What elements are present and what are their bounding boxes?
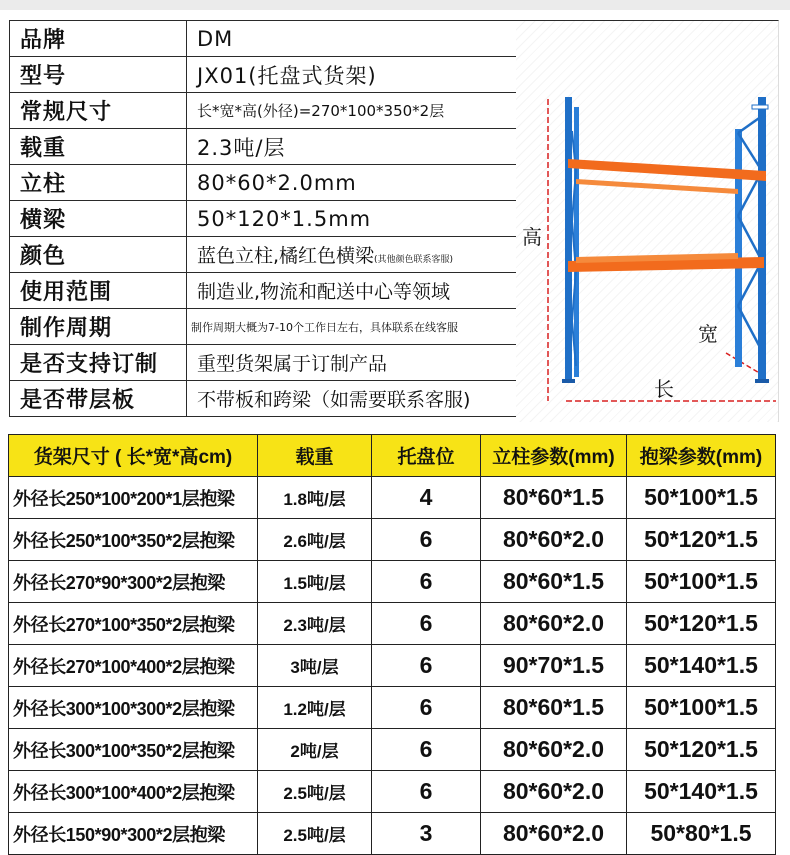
load-cell: 1.8吨/层 [258,477,372,519]
table-header-row [9,435,776,477]
beam-cell: 50*100*1.5 [627,561,776,603]
size-cell: 外径长270*90*300*2层抱梁 [9,561,258,603]
pallet-cell: 6 [372,729,481,771]
spec-label: 载重 [10,129,187,165]
spec-value: 长*宽*高(外径)=270*100*350*2层 [187,93,524,129]
spec-value: JX01(托盘式货架) [187,57,524,93]
column-header-beam: 抱梁参数(mm) [627,435,776,477]
spec-row [10,345,524,381]
table-row [9,519,776,561]
left-back-upright [574,107,579,377]
pallet-cell: 6 [372,519,481,561]
spec-label: 品牌 [10,21,187,57]
left-front-upright [565,97,572,382]
color-value: 蓝色立柱,橘红色横梁 [197,245,375,267]
spec-label: 型号 [10,57,187,93]
spec-value: 80*60*2.0mm [187,165,524,201]
right-back-upright [735,129,742,367]
spec-label: 制作周期 [10,309,187,345]
spec-value: 50*120*1.5mm [187,201,524,237]
spec-label: 横梁 [10,201,187,237]
upright-cell: 80*60*2.0 [481,519,627,561]
beam-cell: 50*140*1.5 [627,771,776,813]
spec-label: 颜色 [10,237,187,273]
upright-cell: 80*60*1.5 [481,561,627,603]
beam-cell: 50*100*1.5 [627,687,776,729]
table-row [9,771,776,813]
load-cell: 2.6吨/层 [258,519,372,561]
upright-cell: 90*70*1.5 [481,645,627,687]
spec-row [10,57,524,93]
pallet-cell: 6 [372,645,481,687]
spec-row [10,201,524,237]
spec-row [10,93,524,129]
table-row [9,687,776,729]
load-cell: 3吨/层 [258,645,372,687]
pallet-cell: 3 [372,813,481,855]
spec-label: 常规尺寸 [10,93,187,129]
spec-label: 是否带层板 [10,381,187,417]
spec-row [10,381,524,417]
table-row [9,729,776,771]
load-cell: 2.5吨/层 [258,813,372,855]
model-table [8,434,776,855]
rack-diagram [516,20,779,422]
spec-label: 使用范围 [10,273,187,309]
spec-row [10,129,524,165]
column-header-upright: 立柱参数(mm) [481,435,627,477]
column-header-load: 载重 [258,435,372,477]
beam-cell: 50*120*1.5 [627,603,776,645]
size-cell: 外径长250*100*200*1层抱梁 [9,477,258,519]
beam-cell: 50*80*1.5 [627,813,776,855]
spec-label: 是否支持订制 [10,345,187,381]
spec-row [10,309,524,345]
table-row [9,813,776,855]
upright-cell: 80*60*2.0 [481,813,627,855]
size-cell: 外径长150*90*300*2层抱梁 [9,813,258,855]
top-band [0,0,790,10]
pallet-cell: 4 [372,477,481,519]
base-plate [562,379,575,383]
size-cell: 外径长300*100*300*2层抱梁 [9,687,258,729]
table-row [9,561,776,603]
size-cell: 外径长300*100*400*2层抱梁 [9,771,258,813]
upright-cell: 80*60*1.5 [481,687,627,729]
table-row [9,645,776,687]
load-cell: 1.2吨/层 [258,687,372,729]
pallet-cell: 6 [372,687,481,729]
frame-cap [752,105,768,109]
load-cell: 2吨/层 [258,729,372,771]
spec-value: DM [187,21,524,57]
pallet-cell: 6 [372,603,481,645]
upright-cell: 80*60*1.5 [481,477,627,519]
spec-row [10,165,524,201]
spec-row [10,237,524,273]
size-cell: 外径长270*100*400*2层抱梁 [9,645,258,687]
load-cell: 2.3吨/层 [258,603,372,645]
right-front-upright [758,97,766,382]
color-note: (其他颜色联系客服) [374,255,454,265]
column-header-size: 货架尺寸 ( 长*宽*高cm) [9,435,258,477]
spec-label: 立柱 [10,165,187,201]
spec-value: 2.3吨/层 [187,129,524,165]
beam-cell: 50*100*1.5 [627,477,776,519]
spec-value: 不带板和跨梁（如需要联系客服) [187,381,524,417]
load-cell: 1.5吨/层 [258,561,372,603]
pallet-cell: 6 [372,561,481,603]
rack-illustration [516,21,778,422]
beam-cell: 50*120*1.5 [627,729,776,771]
size-cell: 外径长300*100*350*2层抱梁 [9,729,258,771]
spec-value: 制造业,物流和配送中心等领域 [187,273,524,309]
beam-cell: 50*140*1.5 [627,645,776,687]
size-cell: 外径长270*100*350*2层抱梁 [9,603,258,645]
spec-value [187,237,524,273]
spec-row [10,273,524,309]
spec-value: 重型货架属于订制产品 [187,345,524,381]
table-row [9,603,776,645]
spec-table [9,20,524,417]
upright-cell: 80*60*2.0 [481,771,627,813]
height-label: 高 [522,225,542,249]
upright-cell: 80*60*2.0 [481,603,627,645]
upper-beam-back [576,179,738,194]
length-label: 长 [654,377,674,401]
pallet-cell: 6 [372,771,481,813]
upright-cell: 80*60*2.0 [481,729,627,771]
spec-value: 制作周期大概为7-10个工作日左右，具体联系在线客服 [187,309,524,345]
base-plate [755,379,769,383]
size-cell: 外径长250*100*350*2层抱梁 [9,519,258,561]
spec-row [10,21,524,57]
table-row [9,477,776,519]
beam-cell: 50*120*1.5 [627,519,776,561]
load-cell: 2.5吨/层 [258,771,372,813]
width-label: 宽 [698,322,718,346]
column-header-pallets: 托盘位 [372,435,481,477]
